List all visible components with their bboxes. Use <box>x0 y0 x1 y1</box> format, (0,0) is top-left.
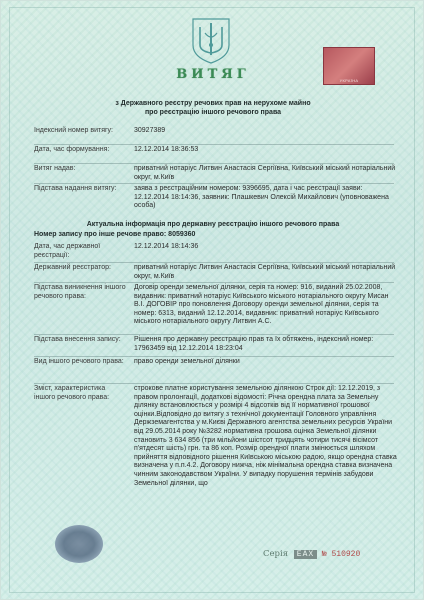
row-divider <box>34 163 394 164</box>
series-block <box>263 549 360 559</box>
series-number: № 510920 <box>321 550 361 559</box>
round-seal <box>55 525 103 563</box>
field-label: Витяг надав: <box>34 165 76 172</box>
field-label: Підстава виникнення іншого речового права: <box>34 284 126 300</box>
series-label: Серія <box>263 549 289 559</box>
field-label: Дата, час формування: <box>34 146 110 153</box>
field-value: право оренди земельної ділянки <box>134 358 240 365</box>
trident-icon <box>189 15 233 65</box>
field-value: 12.12.2014 18:36:53 <box>134 146 199 153</box>
row-divider <box>34 282 394 283</box>
field-label: Зміст, характеристика іншого речового права: <box>34 385 110 401</box>
section-title: Актуальна інформація про державну реєстрацію іншого речового права <box>86 221 340 228</box>
series-code: ЕАХ <box>294 550 317 559</box>
hologram-label: УКРАЇНА <box>339 78 359 83</box>
field-value: строкове платне користування земельною ділянкою Строк дії: 12.12.2019, з правом пролонгації, додаткові відомості: Річна орендна плата за Земельну ділянку встановлюється у розмірі 4 відсотків від її нормативної грошової оцінки.Відповідно до витягу з технічної документації Головного управління Держземагентства у м.Києві Державного агентства земельних ресурсів України від 29.05.2014 року №3282 нормативна грошова оцінка Земельної ділянки становить 3 634 856 (три мільйони шістсот тридцять чотири тисячі вісімсот п'ятдесят шість) грн. та 86 коп. Розмір орендної плати змінюється шляхом прийняття відповідного рішення Київською міською радою, якщо орендна ставка визначена у п.п.4.2. Договору нижча, ніж мінімальна орендна ставка визначена чинним законодавством України. У випадку порушення термінів забудови Земельної ділянки, що <box>134 385 397 487</box>
row-divider <box>34 262 394 263</box>
field-value: 30927389 <box>134 127 166 134</box>
field-value: 12.12.2014 18:14:36 <box>134 243 199 250</box>
hologram-sticker <box>323 47 375 85</box>
field-label: Дата, час державної реєстрації: <box>34 243 101 259</box>
field-value: Рішення про державну реєстрацію прав та їх обтяжень, індексний номер: 17963459 від 12.12.2014 18:23:04 <box>134 336 374 352</box>
field-value: заява з реєстраційним номером: 9396695, дата і час реєстрації заяви: 12.12.2014 18:14:36, заявник: Плашкевич Олексій Михайлович (уповноважена особа) <box>134 185 389 210</box>
document-heading: ВИТЯГ <box>176 66 250 82</box>
field-label: Вид іншого речового права: <box>34 358 124 365</box>
row-divider <box>34 356 394 357</box>
document-title-line2: про реєстрацію іншого речового права <box>144 109 282 116</box>
record-number: Номер запису про інше речове право: 8059360 <box>34 231 196 238</box>
row-divider <box>34 144 394 145</box>
field-value: приватний нотаріус Литвин Анастасія Сергіївна, Київський міський нотаріальний округ, м.Київ <box>134 264 396 280</box>
field-value: Договір оренди земельної ділянки, серія та номер: 916, виданий 25.02.2008, видавник: приватний нотаріус Київського міського нотаріального округу Мисан В.І. ДОГОВІР про поновлення Договору оренди земельної ділянки, серія та номер: 6313, виданий 12.12.2014, видавник: приватний нотаріус Київського міського нотаріального округу Литвин А.С. <box>134 284 389 326</box>
field-label: Державний реєстратор: <box>34 264 112 271</box>
field-value: приватний нотаріус Литвин Анастасія Сергіївна, Київський міський нотаріальний округ, м.Київ <box>134 165 396 181</box>
row-divider <box>34 383 394 384</box>
row-divider <box>34 334 394 335</box>
row-divider <box>34 183 394 184</box>
field-label: Індексний номер витягу: <box>34 127 113 134</box>
field-label: Підстава надання витягу: <box>34 185 117 192</box>
document-title-line1: з Державного реєстру речових прав на нерухоме майно <box>115 100 311 107</box>
field-label: Підстава внесення запису: <box>34 336 121 343</box>
